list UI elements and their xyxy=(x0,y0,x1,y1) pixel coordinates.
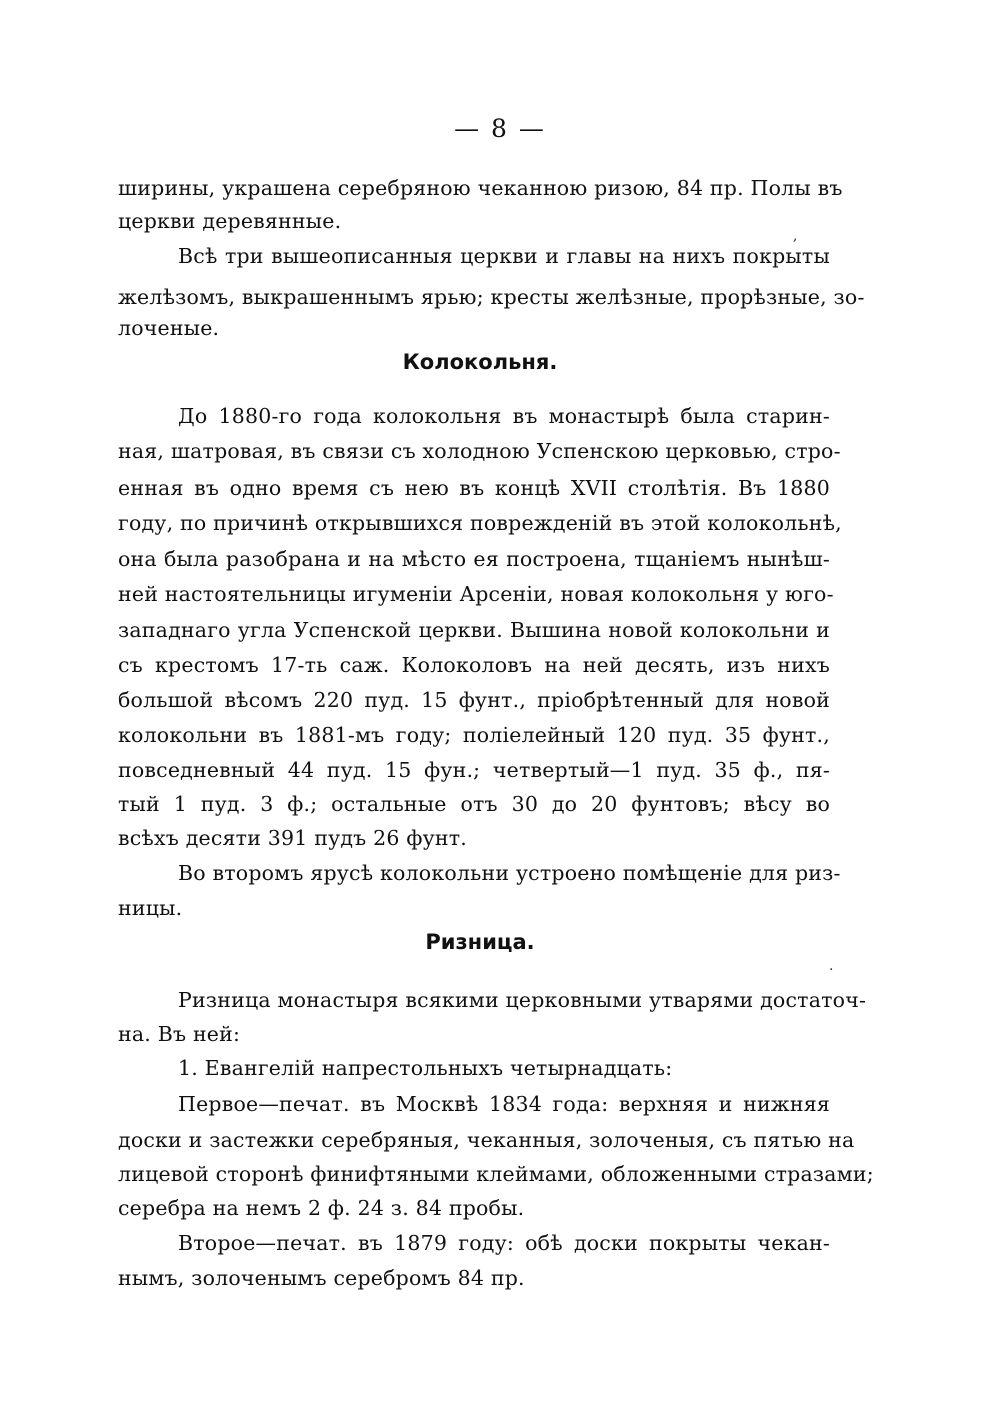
text-line: колокольни въ 1881-мъ году; поліелейный 120 пуд. 35 фунт., xyxy=(118,723,830,747)
text-line: съ крестомъ 17-ть саж. Колоколовъ на ней десять, изъ нихъ xyxy=(118,653,830,677)
text-line: енная въ одно время съ нею въ концѣ XVII столѣтія. Въ 1880 xyxy=(118,476,830,500)
text-line: ницы. xyxy=(118,896,183,920)
text-line: 1. Евангелій напрестольныхъ четырнадцать: xyxy=(178,1056,673,1080)
text-line: она была разобрана и на мѣсто ея построена, тщаніемъ нынѣш- xyxy=(118,547,830,571)
section-heading: Ризница. xyxy=(425,930,535,954)
text-line: ней настоятельницы игуменіи Арсеніи, новая колокольня у юго- xyxy=(118,582,834,606)
text-line: лицевой сторонѣ финифтяными клеймами, обложенными стразами; xyxy=(118,1162,874,1186)
text-line: западнаго угла Успенской церкви. Вышина новой колокольни и xyxy=(118,618,830,642)
print-speck: · xyxy=(829,962,834,978)
text-line: ширины, украшена серебряною чеканною ризою, 84 пр. Полы въ xyxy=(118,176,843,200)
text-line: Второе—печат. въ 1879 году: обѣ доски покрыты чекан- xyxy=(178,1231,830,1255)
text-line: доски и застежки серебряныя, чеканныя, золоченыя, съ пятью на xyxy=(118,1128,855,1152)
text-line: всѣхъ десяти 391 пудъ 26 фунт. xyxy=(118,826,467,850)
section-heading: Колокольня. xyxy=(402,350,558,374)
page-number: — 8 — xyxy=(454,114,546,143)
text-line: лоченые. xyxy=(118,316,220,340)
text-line: желѣзомъ, выкрашеннымъ ярью; кресты желѣзные, прорѣзные, зо- xyxy=(118,285,865,309)
text-line: повседневный 44 пуд. 15 фун.; четвертый—1 пуд. 35 ф., пя- xyxy=(118,758,830,782)
text-line: на. Въ ней: xyxy=(118,1022,241,1046)
text-line: Ризница монастыря всякими церковными утварями достаточ- xyxy=(178,988,867,1012)
text-line: Всѣ три вышеописанныя церкви и главы на нихъ покрыты xyxy=(178,244,830,268)
text-line: большой вѣсомъ 220 пуд. 15 фунт., пріобрѣтенный для новой xyxy=(118,688,830,712)
text-line: тый 1 пуд. 3 ф.; остальные отъ 30 до 20 фунтовъ; вѣсу во xyxy=(118,792,830,816)
text-line: До 1880-го года колокольня въ монастырѣ была старин- xyxy=(178,404,830,428)
text-line: Первое—печат. въ Москвѣ 1834 года: верхняя и нижняя xyxy=(178,1092,830,1116)
print-speck: , xyxy=(793,228,798,244)
text-line: Во второмъ ярусѣ колокольни устроено помѣщеніе для риз- xyxy=(178,861,841,885)
text-line: году, по причинѣ открывшихся поврежденій въ этой колокольнѣ, xyxy=(118,511,842,535)
text-line: ная, шатровая, въ связи съ холодною Успенскою церковью, стро- xyxy=(118,439,841,463)
text-line: нымъ, золоченымъ серебромъ 84 пр. xyxy=(118,1266,525,1290)
text-line: серебра на немъ 2 ф. 24 з. 84 пробы. xyxy=(118,1196,525,1220)
text-line: церкви деревянные. xyxy=(118,209,342,233)
